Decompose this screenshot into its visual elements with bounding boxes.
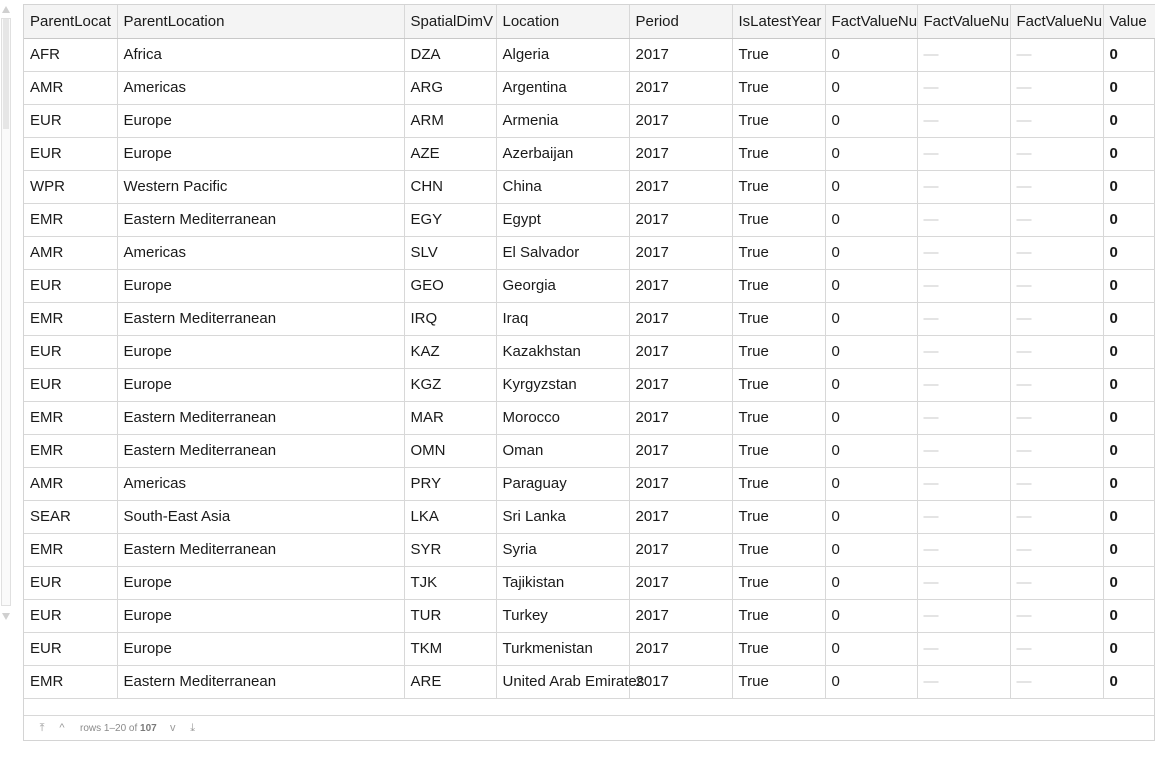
table-cell: — (1010, 566, 1103, 599)
table-cell: 0 (1103, 38, 1155, 71)
table-cell: — (917, 269, 1010, 302)
table-cell: True (732, 665, 825, 698)
table-cell: 2017 (629, 269, 732, 302)
column-header[interactable]: FactValueNu (1010, 5, 1103, 38)
table-cell: 2017 (629, 500, 732, 533)
table-cell: 0 (825, 368, 917, 401)
table-cell: — (917, 38, 1010, 71)
table-row[interactable] (24, 401, 1155, 434)
table-cell: KAZ (404, 335, 496, 368)
table-cell: 0 (825, 38, 917, 71)
table-row[interactable] (24, 236, 1155, 269)
table-cell: EGY (404, 203, 496, 236)
table-cell: Europe (117, 632, 404, 665)
table-cell: EUR (24, 137, 117, 170)
table-cell: Europe (117, 335, 404, 368)
table-row[interactable] (24, 71, 1155, 104)
table-cell: — (917, 203, 1010, 236)
table-cell: True (732, 533, 825, 566)
table-row[interactable] (24, 500, 1155, 533)
table-header-row (24, 5, 1155, 38)
table-cell: Oman (496, 434, 629, 467)
table-row[interactable] (24, 104, 1155, 137)
table-row[interactable] (24, 302, 1155, 335)
table-cell: 0 (1103, 71, 1155, 104)
table-cell: AZE (404, 137, 496, 170)
pagination-footer (24, 715, 1154, 740)
table-row[interactable] (24, 137, 1155, 170)
table-cell: 2017 (629, 335, 732, 368)
table-body (24, 38, 1155, 698)
column-header[interactable]: Period (629, 5, 732, 38)
table-cell: — (1010, 533, 1103, 566)
table-row[interactable] (24, 533, 1155, 566)
table-cell: MAR (404, 401, 496, 434)
table-row[interactable] (24, 566, 1155, 599)
table-cell: 2017 (629, 665, 732, 698)
table-cell: EMR (24, 203, 117, 236)
scroll-up-icon[interactable] (2, 6, 10, 13)
table-cell: El Salvador (496, 236, 629, 269)
table-cell: EMR (24, 533, 117, 566)
table-row[interactable] (24, 38, 1155, 71)
table-cell: LKA (404, 500, 496, 533)
table-cell: 0 (825, 467, 917, 500)
table-cell: True (732, 566, 825, 599)
table-cell: Europe (117, 566, 404, 599)
table-cell: — (917, 500, 1010, 533)
table-cell: Paraguay (496, 467, 629, 500)
table-cell: 2017 (629, 137, 732, 170)
table-cell: Georgia (496, 269, 629, 302)
table-cell: EMR (24, 434, 117, 467)
table-cell: 0 (825, 137, 917, 170)
table-cell: — (1010, 401, 1103, 434)
table-cell: True (732, 599, 825, 632)
table-cell: 2017 (629, 566, 732, 599)
table-cell: True (732, 269, 825, 302)
table-cell: 0 (825, 269, 917, 302)
table-cell: 2017 (629, 599, 732, 632)
table-cell: 0 (1103, 533, 1155, 566)
table-cell: Argentina (496, 71, 629, 104)
table-cell: EUR (24, 632, 117, 665)
table-cell: Europe (117, 368, 404, 401)
table-cell: EUR (24, 368, 117, 401)
table-cell: — (917, 566, 1010, 599)
table-cell: — (917, 236, 1010, 269)
table-cell: Morocco (496, 401, 629, 434)
table-cell: 0 (1103, 203, 1155, 236)
scroll-down-icon[interactable] (2, 613, 10, 620)
rows-total-count: 107 (140, 722, 157, 734)
table-cell: — (917, 170, 1010, 203)
table-cell: True (732, 302, 825, 335)
table-cell: — (1010, 236, 1103, 269)
table-cell: Egypt (496, 203, 629, 236)
table-cell: — (917, 335, 1010, 368)
next-page-icon[interactable]: v (169, 722, 176, 734)
table-cell: EUR (24, 335, 117, 368)
data-grid (23, 4, 1155, 741)
table-cell: 0 (825, 500, 917, 533)
table-cell: 0 (825, 71, 917, 104)
table-cell: EMR (24, 302, 117, 335)
table-cell: KGZ (404, 368, 496, 401)
table-cell: 0 (1103, 500, 1155, 533)
table-cell: Turkey (496, 599, 629, 632)
table-cell: — (917, 533, 1010, 566)
table-cell: — (1010, 38, 1103, 71)
table-cell: IRQ (404, 302, 496, 335)
rows-range-prefix: rows 1–20 of (80, 722, 138, 734)
column-header[interactable]: ParentLocation (117, 5, 404, 38)
table-cell: 0 (825, 302, 917, 335)
table-cell: OMN (404, 434, 496, 467)
table-row[interactable] (24, 467, 1155, 500)
table-cell: True (732, 38, 825, 71)
table-cell: Armenia (496, 104, 629, 137)
table-cell: 2017 (629, 71, 732, 104)
table-row[interactable] (24, 665, 1155, 698)
table-cell: True (732, 401, 825, 434)
table-cell: — (917, 302, 1010, 335)
table-cell: — (917, 599, 1010, 632)
table-cell: 0 (1103, 104, 1155, 137)
table-cell: — (1010, 269, 1103, 302)
column-header[interactable]: FactValueNu (825, 5, 917, 38)
table-cell: 0 (825, 533, 917, 566)
table-cell: True (732, 104, 825, 137)
table-cell: 0 (825, 632, 917, 665)
table-cell: True (732, 467, 825, 500)
table-cell: 0 (825, 566, 917, 599)
table-row[interactable] (24, 170, 1155, 203)
table-cell: EUR (24, 104, 117, 137)
table-cell: TKM (404, 632, 496, 665)
table-cell: — (917, 401, 1010, 434)
column-header[interactable]: FactValueNu (917, 5, 1010, 38)
table-cell: 0 (1103, 599, 1155, 632)
table-cell: 0 (1103, 632, 1155, 665)
table-cell: 0 (1103, 467, 1155, 500)
table-cell: Africa (117, 38, 404, 71)
table-cell: AMR (24, 467, 117, 500)
table-cell: True (732, 368, 825, 401)
table-cell: 0 (1103, 170, 1155, 203)
table-cell: 0 (825, 335, 917, 368)
table-row[interactable] (24, 269, 1155, 302)
table-cell: 2017 (629, 434, 732, 467)
table-cell: TJK (404, 566, 496, 599)
table-cell: 0 (1103, 269, 1155, 302)
table-cell: Turkmenistan (496, 632, 629, 665)
table-cell: ARM (404, 104, 496, 137)
table-cell: 0 (1103, 236, 1155, 269)
table-cell: SYR (404, 533, 496, 566)
table-cell: — (1010, 599, 1103, 632)
table-row[interactable] (24, 599, 1155, 632)
table-cell: Eastern Mediterranean (117, 533, 404, 566)
table-cell: — (1010, 500, 1103, 533)
table-cell: Kyrgyzstan (496, 368, 629, 401)
table-cell: AMR (24, 236, 117, 269)
table-cell: — (917, 434, 1010, 467)
table-cell: True (732, 632, 825, 665)
table-cell: — (1010, 104, 1103, 137)
table-cell: — (1010, 467, 1103, 500)
table-cell: WPR (24, 170, 117, 203)
table-cell: TUR (404, 599, 496, 632)
table-cell: — (1010, 170, 1103, 203)
table-cell: Eastern Mediterranean (117, 665, 404, 698)
table-cell: SEAR (24, 500, 117, 533)
table-cell: — (1010, 71, 1103, 104)
table-cell: Eastern Mediterranean (117, 434, 404, 467)
table-cell: — (1010, 203, 1103, 236)
table-cell: 0 (825, 170, 917, 203)
table-cell: South-East Asia (117, 500, 404, 533)
table-cell: Sri Lanka (496, 500, 629, 533)
table-cell: — (1010, 302, 1103, 335)
table-row[interactable] (24, 335, 1155, 368)
table-cell: 0 (825, 434, 917, 467)
table-cell: Europe (117, 599, 404, 632)
table-cell: PRY (404, 467, 496, 500)
table-cell: Eastern Mediterranean (117, 203, 404, 236)
table-cell: 2017 (629, 203, 732, 236)
table-cell: 0 (1103, 137, 1155, 170)
table-cell: True (732, 335, 825, 368)
table-cell: 0 (1103, 368, 1155, 401)
table-cell: Algeria (496, 38, 629, 71)
table-cell: ARE (404, 665, 496, 698)
table-cell: — (1010, 368, 1103, 401)
table-cell: 0 (1103, 665, 1155, 698)
last-page-icon[interactable]: ⤓ (190, 721, 196, 734)
table-cell: True (732, 137, 825, 170)
table-cell: 0 (1103, 434, 1155, 467)
table-cell: — (1010, 335, 1103, 368)
table-cell: Americas (117, 236, 404, 269)
table-cell: — (1010, 434, 1103, 467)
table-cell: True (732, 434, 825, 467)
table-cell: — (917, 71, 1010, 104)
table-cell: ARG (404, 71, 496, 104)
table-cell: 0 (1103, 335, 1155, 368)
table-cell: Eastern Mediterranean (117, 302, 404, 335)
vertical-scrollbar[interactable] (0, 4, 13, 620)
table-cell: True (732, 236, 825, 269)
table-cell: — (1010, 632, 1103, 665)
table-cell: 2017 (629, 302, 732, 335)
table-cell: 0 (825, 236, 917, 269)
first-page-icon[interactable]: ⤒ (39, 721, 45, 734)
table-cell: 0 (1103, 302, 1155, 335)
table-cell: Europe (117, 269, 404, 302)
table-cell: SLV (404, 236, 496, 269)
table-cell: True (732, 500, 825, 533)
table-cell: True (732, 71, 825, 104)
table-cell: United Arab Emirates (496, 665, 629, 698)
table-cell: — (917, 665, 1010, 698)
table-cell: 2017 (629, 467, 732, 500)
table-cell: — (1010, 137, 1103, 170)
rows-range-label (80, 723, 157, 734)
table-cell: 2017 (629, 401, 732, 434)
table-cell: — (917, 467, 1010, 500)
table-cell: 0 (825, 104, 917, 137)
table-cell: 2017 (629, 104, 732, 137)
table-cell: 0 (825, 203, 917, 236)
table-cell: 2017 (629, 170, 732, 203)
table-cell: 2017 (629, 533, 732, 566)
table-cell: EUR (24, 599, 117, 632)
table-cell: Americas (117, 71, 404, 104)
table-cell: AMR (24, 71, 117, 104)
table-cell: Tajikistan (496, 566, 629, 599)
column-header[interactable]: Value (1103, 5, 1155, 38)
column-header[interactable]: ParentLocat (24, 5, 117, 38)
table-cell: EMR (24, 665, 117, 698)
scrollbar-track[interactable] (1, 18, 11, 606)
table-cell: Europe (117, 137, 404, 170)
table-cell: 0 (825, 401, 917, 434)
table-cell: Americas (117, 467, 404, 500)
table-cell: 0 (825, 599, 917, 632)
table-row[interactable] (24, 632, 1155, 665)
table-cell: — (917, 104, 1010, 137)
table-cell: 2017 (629, 368, 732, 401)
data-table (24, 5, 1155, 699)
column-header[interactable]: Location (496, 5, 629, 38)
table-cell: — (917, 368, 1010, 401)
table-cell: 0 (1103, 566, 1155, 599)
table-cell: Eastern Mediterranean (117, 401, 404, 434)
table-cell: EUR (24, 566, 117, 599)
table-cell: — (917, 632, 1010, 665)
table-cell: EMR (24, 401, 117, 434)
prev-page-icon[interactable]: ^ (59, 722, 65, 734)
table-cell: 2017 (629, 236, 732, 269)
table-cell: DZA (404, 38, 496, 71)
column-header[interactable]: IsLatestYear (732, 5, 825, 38)
table-cell: Kazakhstan (496, 335, 629, 368)
table-cell: True (732, 203, 825, 236)
table-cell: — (1010, 665, 1103, 698)
table-cell: CHN (404, 170, 496, 203)
table-cell: Syria (496, 533, 629, 566)
table-cell: — (917, 137, 1010, 170)
table-cell: GEO (404, 269, 496, 302)
column-header[interactable]: SpatialDimV (404, 5, 496, 38)
table-cell: China (496, 170, 629, 203)
table-cell: True (732, 170, 825, 203)
table-row[interactable] (24, 434, 1155, 467)
table-row[interactable] (24, 368, 1155, 401)
table-cell: Iraq (496, 302, 629, 335)
scrollbar-thumb[interactable] (3, 19, 9, 129)
table-cell: AFR (24, 38, 117, 71)
table-cell: 2017 (629, 38, 732, 71)
table-row[interactable] (24, 203, 1155, 236)
table-cell: Azerbaijan (496, 137, 629, 170)
table-cell: 2017 (629, 632, 732, 665)
table-cell: Europe (117, 104, 404, 137)
table-cell: Western Pacific (117, 170, 404, 203)
table-cell: 0 (825, 665, 917, 698)
table-cell: EUR (24, 269, 117, 302)
table-cell: 0 (1103, 401, 1155, 434)
